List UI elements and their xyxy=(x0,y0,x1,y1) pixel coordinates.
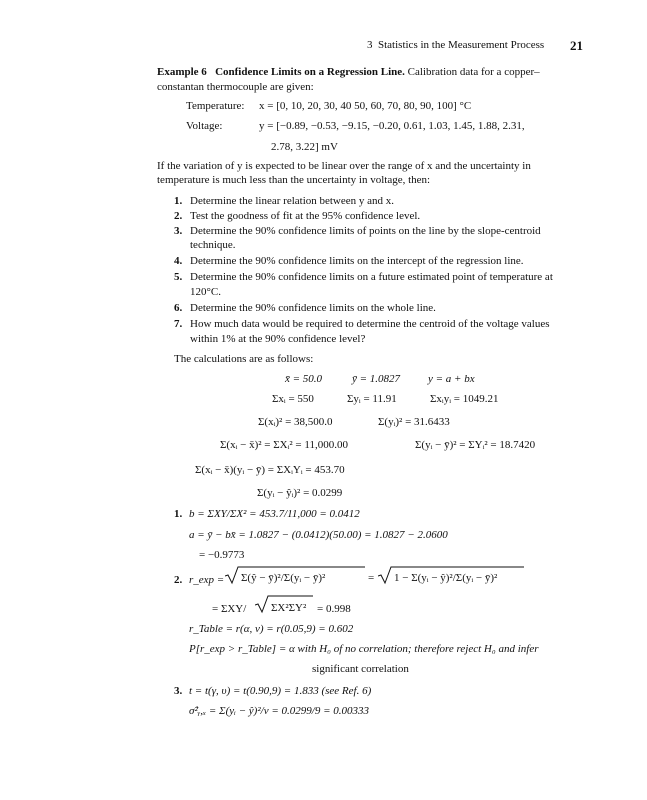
sum-y-squared: Σ(yᵢ)² = 31.6433 xyxy=(378,416,450,428)
step-number: 3. xyxy=(174,685,183,697)
condition-text-cont: temperature is much less than the uncertainty in voltage, then: xyxy=(157,174,431,186)
task-text: Determine the linear relation between y and x. xyxy=(190,195,395,207)
page-number: 21 xyxy=(570,38,583,53)
example-title: Confidence Limits on a Regression Line. xyxy=(215,66,405,78)
sum-xy: Σxᵢyᵢ = 1049.21 xyxy=(430,393,499,405)
sum-y: Σyᵢ = 11.91 xyxy=(347,393,397,405)
intercept-equation: a = ȳ − bx̄ = 1.0827 − (0.0412)(50.00) = 1.0827 − 2.0600 xyxy=(189,529,448,541)
variance-estimate: σ̂²ᵧ,ₓ = Σ(yᵢ − ŷ)²/ν = 0.0299/9 = 0.00333 xyxy=(189,705,369,717)
r-exp-cov-radicand: ΣX²ΣY² xyxy=(271,602,307,614)
r-exp-alt: 1 − Σ(yᵢ − ŷ)²/Σ(yᵢ − ȳ)² xyxy=(394,572,498,584)
r-table-equation: r_Table = r(α, ν) = r(0.05,9) = 0.602 xyxy=(189,623,354,635)
probability-statement-cont: significant correlation xyxy=(312,663,409,675)
temperature-label: Temperature: xyxy=(186,100,245,112)
slope-equation: b = ΣXY/ΣX² = 453.7/11,000 = 0.0412 xyxy=(189,508,360,520)
voltage-values: y = [−0.89, −0.53, −9.15, −0.20, 0.61, 1.03, 1.45, 1.88, 2.31, xyxy=(259,120,525,132)
sse-equation: Σ(yᵢ − ŷᵢ)² = 0.0299 xyxy=(257,487,343,499)
mean-y: ȳ = 1.0827 xyxy=(352,373,401,385)
task-number: 1. xyxy=(174,195,183,207)
example-label: Example 6 xyxy=(157,66,207,78)
voltage-label: Voltage: xyxy=(186,120,223,132)
task-text: How much data would be required to determine the centroid of the voltage values xyxy=(190,318,550,330)
running-header-chapter: 3 xyxy=(367,39,373,51)
example-intro: Calibration data for a copper– xyxy=(407,66,540,78)
mean-x: x̄ = 50.0 xyxy=(285,373,323,385)
task-number: 5. xyxy=(174,271,183,283)
r-exp-value: = 0.998 xyxy=(317,603,351,615)
task-number: 2. xyxy=(174,210,183,222)
condition-text: If the variation of y is expected to be linear over the range of x and the uncertainty in xyxy=(157,160,531,172)
r-exp-ratio: Σ(ŷ − ȳ)²/Σ(yᵢ − ȳ)² xyxy=(241,572,326,584)
intercept-result: = −0.9773 xyxy=(199,549,245,561)
task-number: 4. xyxy=(174,255,183,267)
voltage-values-cont: 2.78, 3.22] mV xyxy=(271,141,338,153)
task-text: Determine the 90% confidence limits on a future estimated point of temperature at xyxy=(190,271,553,283)
example-heading-line xyxy=(157,67,540,78)
sxx-equation: Σ(xᵢ − x̄)² = ΣXᵢ² = 11,000.00 xyxy=(220,439,348,451)
step-number: 1. xyxy=(174,508,183,520)
r-exp-label: r_exp = xyxy=(189,574,225,586)
linear-model: y = a + bx xyxy=(428,373,475,385)
sxy-equation: Σ(xᵢ − x̄)(yᵢ − ȳ) = ΣXᵢYᵢ = 453.70 xyxy=(195,464,345,476)
task-number: 6. xyxy=(174,302,183,314)
task-text-cont: within 1% at the 90% confidence level? xyxy=(190,333,366,345)
task-text: Determine the 90% confidence limits on the intercept of the regression line. xyxy=(190,255,524,267)
syy-equation: Σ(yᵢ − ȳ)² = ΣYᵢ² = 18.7420 xyxy=(415,439,536,451)
task-text-cont: 120°C. xyxy=(190,286,221,298)
calculations-intro: The calculations are as follows: xyxy=(174,353,314,365)
task-number: 7. xyxy=(174,318,183,330)
probability-statement: P[r_exp > r_Table] = α with H₀ of no correlation; therefore reject H₀ and infer xyxy=(189,643,539,655)
task-text: Determine the 90% confidence limits on the whole line. xyxy=(190,302,436,314)
equals-sign: = xyxy=(368,572,375,584)
sum-x: Σxᵢ = 550 xyxy=(272,393,314,405)
step-number: 2. xyxy=(174,574,183,586)
sum-x-squared: Σ(xᵢ)² = 38,500.0 xyxy=(258,416,333,428)
task-text: Determine the 90% confidence limits of points on the line by the slope-centroid xyxy=(190,225,541,237)
t-statistic: t = t(γ, υ) = t(0.90,9) = 1.833 (see Ref. 6) xyxy=(189,685,372,697)
temperature-values: x = [0, 10, 20, 30, 40 50, 60, 70, 80, 90, 100] °C xyxy=(259,100,472,112)
task-text: Test the goodness of fit at the 95% confidence level. xyxy=(190,210,421,222)
r-exp-cov-lhs: = ΣXY/ xyxy=(212,603,247,615)
example-intro-cont: constantan thermocouple are given: xyxy=(157,81,314,93)
running-header-title: Statistics in the Measurement Process xyxy=(378,39,545,51)
task-text-cont: technique. xyxy=(190,239,236,251)
task-number: 3. xyxy=(174,225,183,237)
